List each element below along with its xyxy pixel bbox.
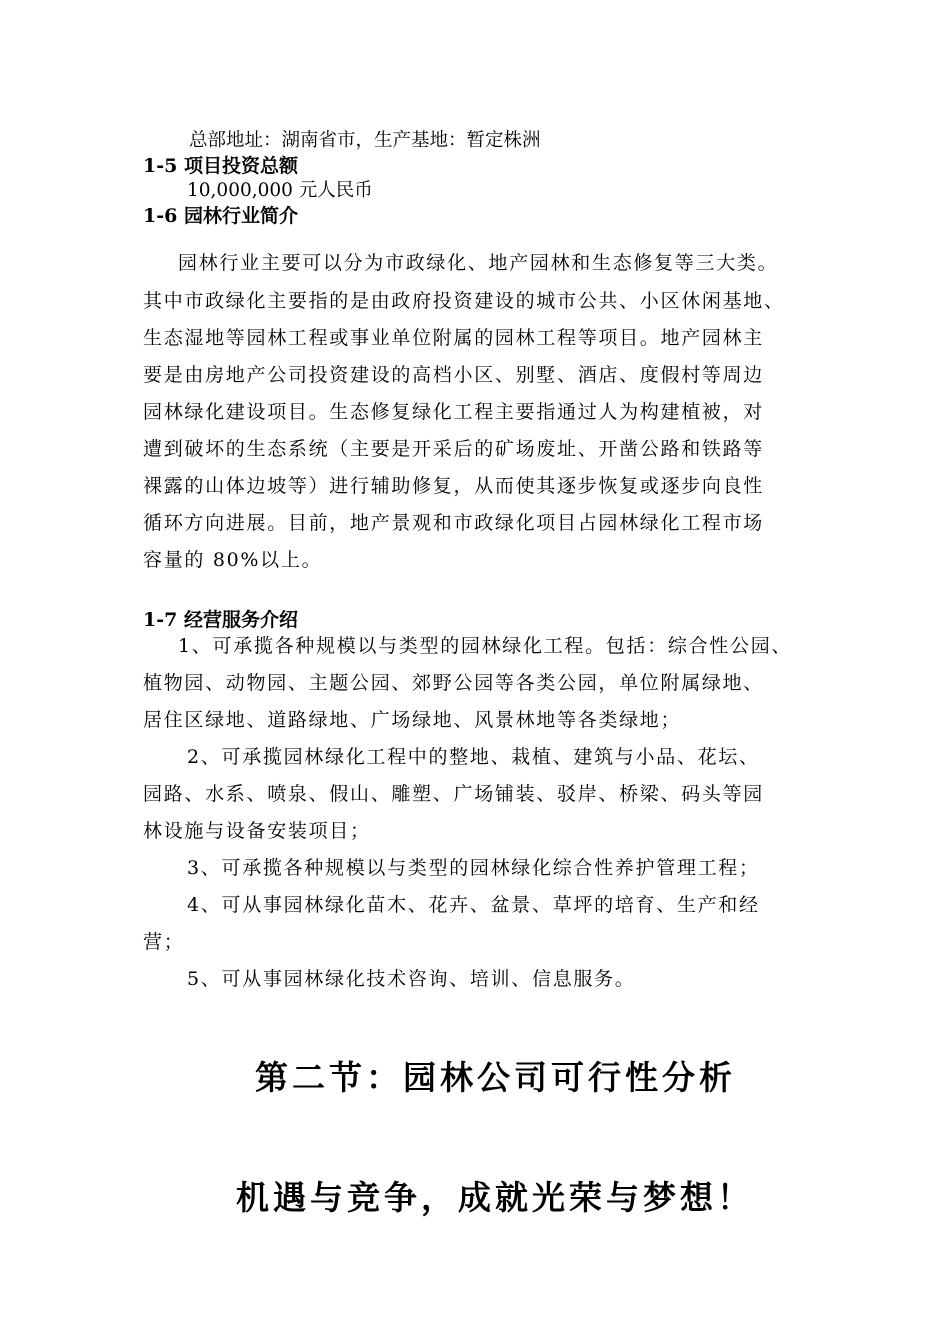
service-line: 2、可承揽园林绿化工程中的整地、栽植、建筑与小品、花坛、 <box>187 746 760 768</box>
section-1-5-heading: 1-5 项目投资总额 <box>143 155 298 177</box>
paragraph-line: 循环方向进展。目前，地产景观和市政绿化项目占园林绿化工程市场 <box>143 512 765 534</box>
service-line: 植物园、动物园、主题公园、郊野公园等各类公园，单位附属绿地、 <box>143 672 765 694</box>
paragraph-line: 要是由房地产公司投资建设的高档小区、别墅、酒店、度假村等周边 <box>143 364 765 386</box>
service-line: 林设施与设备安装项目； <box>143 820 371 842</box>
paragraph-line: 其中市政绿化主要指的是由政府投资建设的城市公共、小区休闲基地、 <box>143 290 785 312</box>
service-line: 营； <box>143 931 185 953</box>
section-2-slogan: 机遇与竞争，成就光荣与梦想！ <box>236 1178 754 1217</box>
paragraph-line: 园林绿化建设项目。生态修复绿化工程主要指通过人为构建植被，对 <box>143 401 765 423</box>
address-line: 总部地址：湖南省市，生产基地：暂定株洲 <box>189 130 541 151</box>
paragraph-line: 容量的 80%以上。 <box>143 549 323 571</box>
service-line: 3、可承揽各种规模以与类型的园林绿化综合性养护管理工程； <box>187 857 760 879</box>
service-line: 4、可从事园林绿化苗木、花卉、盆景、草坪的培育、生产和经 <box>187 894 760 916</box>
paragraph-line: 园林行业主要可以分为市政绿化、地产园林和生态修复等三大类。 <box>178 252 779 274</box>
section-1-7-heading: 1-7 经营服务介绍 <box>143 609 298 631</box>
service-line: 1、可承揽各种规模以与类型的园林绿化工程。包括：综合性公园、 <box>178 635 793 657</box>
service-line: 居住区绿地、道路绿地、广场绿地、风景林地等各类绿地； <box>143 709 682 731</box>
paragraph-line: 遭到破坏的生态系统（主要是开采后的矿场废址、开凿公路和铁路等 <box>143 438 765 460</box>
investment-amount: 10,000,000 元人民币 <box>187 180 373 201</box>
service-line: 5、可从事园林绿化技术咨询、培训、信息服务。 <box>187 968 636 990</box>
section-2-title: 第二节：园林公司可行性分析 <box>255 1058 736 1097</box>
service-line: 园路、水系、喷泉、假山、雕塑、广场铺装、驳岸、桥梁、码头等园 <box>143 783 765 805</box>
paragraph-line: 裸露的山体边坡等）进行辅助修复，从而使其逐步恢复或逐步向良性 <box>143 475 765 497</box>
section-1-6-heading: 1-6 园林行业简介 <box>143 205 298 227</box>
paragraph-line: 生态湿地等园林工程或事业单位附属的园林工程等项目。地产园林主 <box>143 327 765 349</box>
